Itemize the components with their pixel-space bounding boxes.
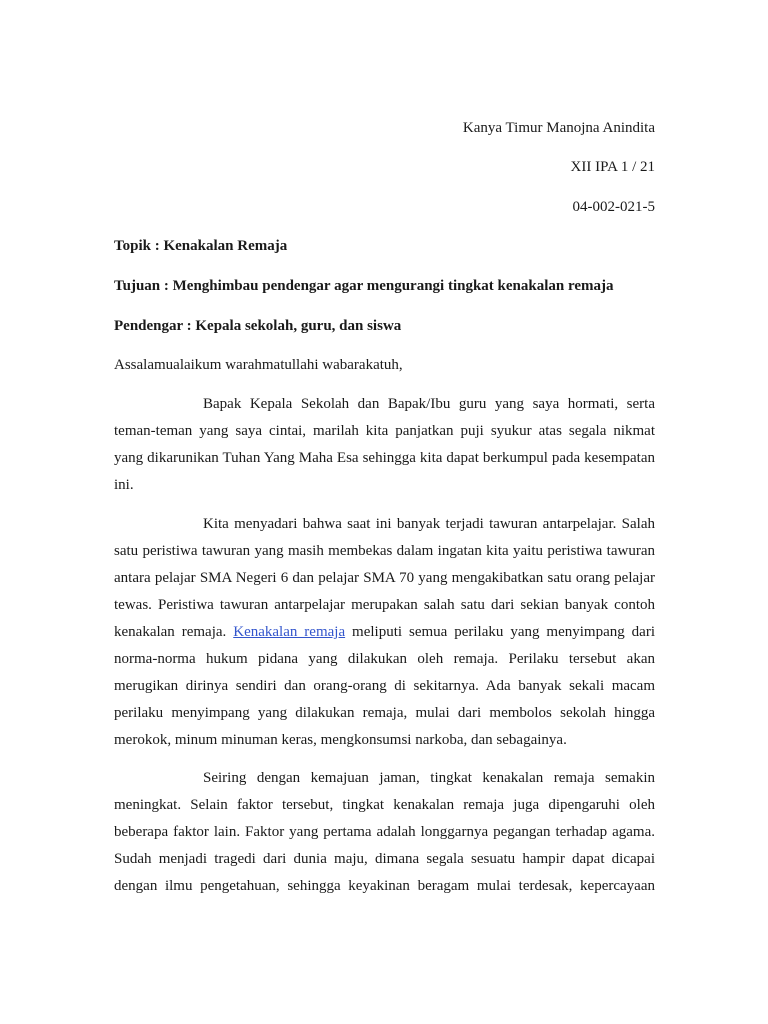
class-info: XII IPA 1 / 21 xyxy=(570,159,655,175)
paragraph-line: teman-teman yang saya cintai, marilah kita panjatkan puji syukur atas segala nikmat xyxy=(114,423,655,439)
paragraph-line: antara pelajar SMA Negeri 6 dan pelajar SMA 70 yang mengakibatkan satu orang pelajar xyxy=(114,570,655,586)
student-id: 04-002-021-5 xyxy=(572,199,655,215)
paragraph-line: merokok, minum minuman keras, mengkonsumsi narkoba, dan sebagainya. xyxy=(114,732,567,748)
paragraph-1 xyxy=(114,391,655,499)
paragraph-2 xyxy=(114,511,655,754)
greeting: Assalamualaikum warahmatullahi wabarakatuh, xyxy=(114,357,403,373)
kenakalan-remaja-link[interactable]: Kenakalan remaja xyxy=(233,624,346,640)
paragraph-line: norma-norma hukum pidana yang dilakukan oleh remaja. Perilaku tersebut akan xyxy=(114,651,655,667)
paragraph-line: satu peristiwa tawuran yang masih membekas dalam ingatan kita yaitu peristiwa tawuran xyxy=(114,543,655,559)
paragraph-line: merugikan dirinya sendiri dan orang-orang di sekitarnya. Ada banyak sekali macam xyxy=(114,678,655,694)
paragraph-line: yang dikarunikan Tuhan Yang Maha Esa sehingga kita dapat berkumpul pada kesempatan xyxy=(114,450,655,466)
paragraph-line: beberapa faktor lain. Faktor yang pertama adalah longgarnya pegangan terhadap agama. xyxy=(114,824,655,840)
paragraph-line: Seiring dengan kemajuan jaman, tingkat kenakalan remaja semakin xyxy=(203,770,655,786)
audience-line: Pendengar : Kepala sekolah, guru, dan siswa xyxy=(114,318,402,334)
author-name: Kanya Timur Manojna Anindita xyxy=(462,120,655,136)
link-prefix-text: kenakalan remaja. xyxy=(114,624,234,640)
paragraph-line-with-link xyxy=(114,619,655,646)
paragraph-line: perilaku menyimpang yang dilakukan remaja, mulai dari membolos sekolah hingga xyxy=(114,705,655,721)
paragraph-line: dengan ilmu pengetahuan, sehingga keyakinan beragam mulai terdesak, kepercayaan xyxy=(114,878,655,894)
link-suffix-text: meliputi semua perilaku yang menyimpang dari xyxy=(345,624,655,640)
paragraph-line: Bapak Kepala Sekolah dan Bapak/Ibu guru yang saya hormati, serta xyxy=(203,396,655,412)
paragraph-line: Kita menyadari bahwa saat ini banyak terjadi tawuran antarpelajar. Salah xyxy=(203,516,655,532)
purpose-line: Tujuan : Menghimbau pendengar agar mengurangi tingkat kenakalan remaja xyxy=(114,278,614,294)
topic-line: Topik : Kenakalan Remaja xyxy=(114,238,288,254)
paragraph-line: tewas. Peristiwa tawuran antarpelajar merupakan salah satu dari sekian banyak contoh xyxy=(114,597,655,613)
paragraph-line: meningkat. Selain faktor tersebut, tingkat kenakalan remaja juga dipengaruhi oleh xyxy=(114,797,655,813)
paragraph-line: Sudah menjadi tragedi dari dunia maju, dimana segala sesuatu hampir dapat dicapai xyxy=(114,851,655,867)
paragraph-3 xyxy=(114,765,655,900)
paragraph-line: ini. xyxy=(114,477,134,493)
